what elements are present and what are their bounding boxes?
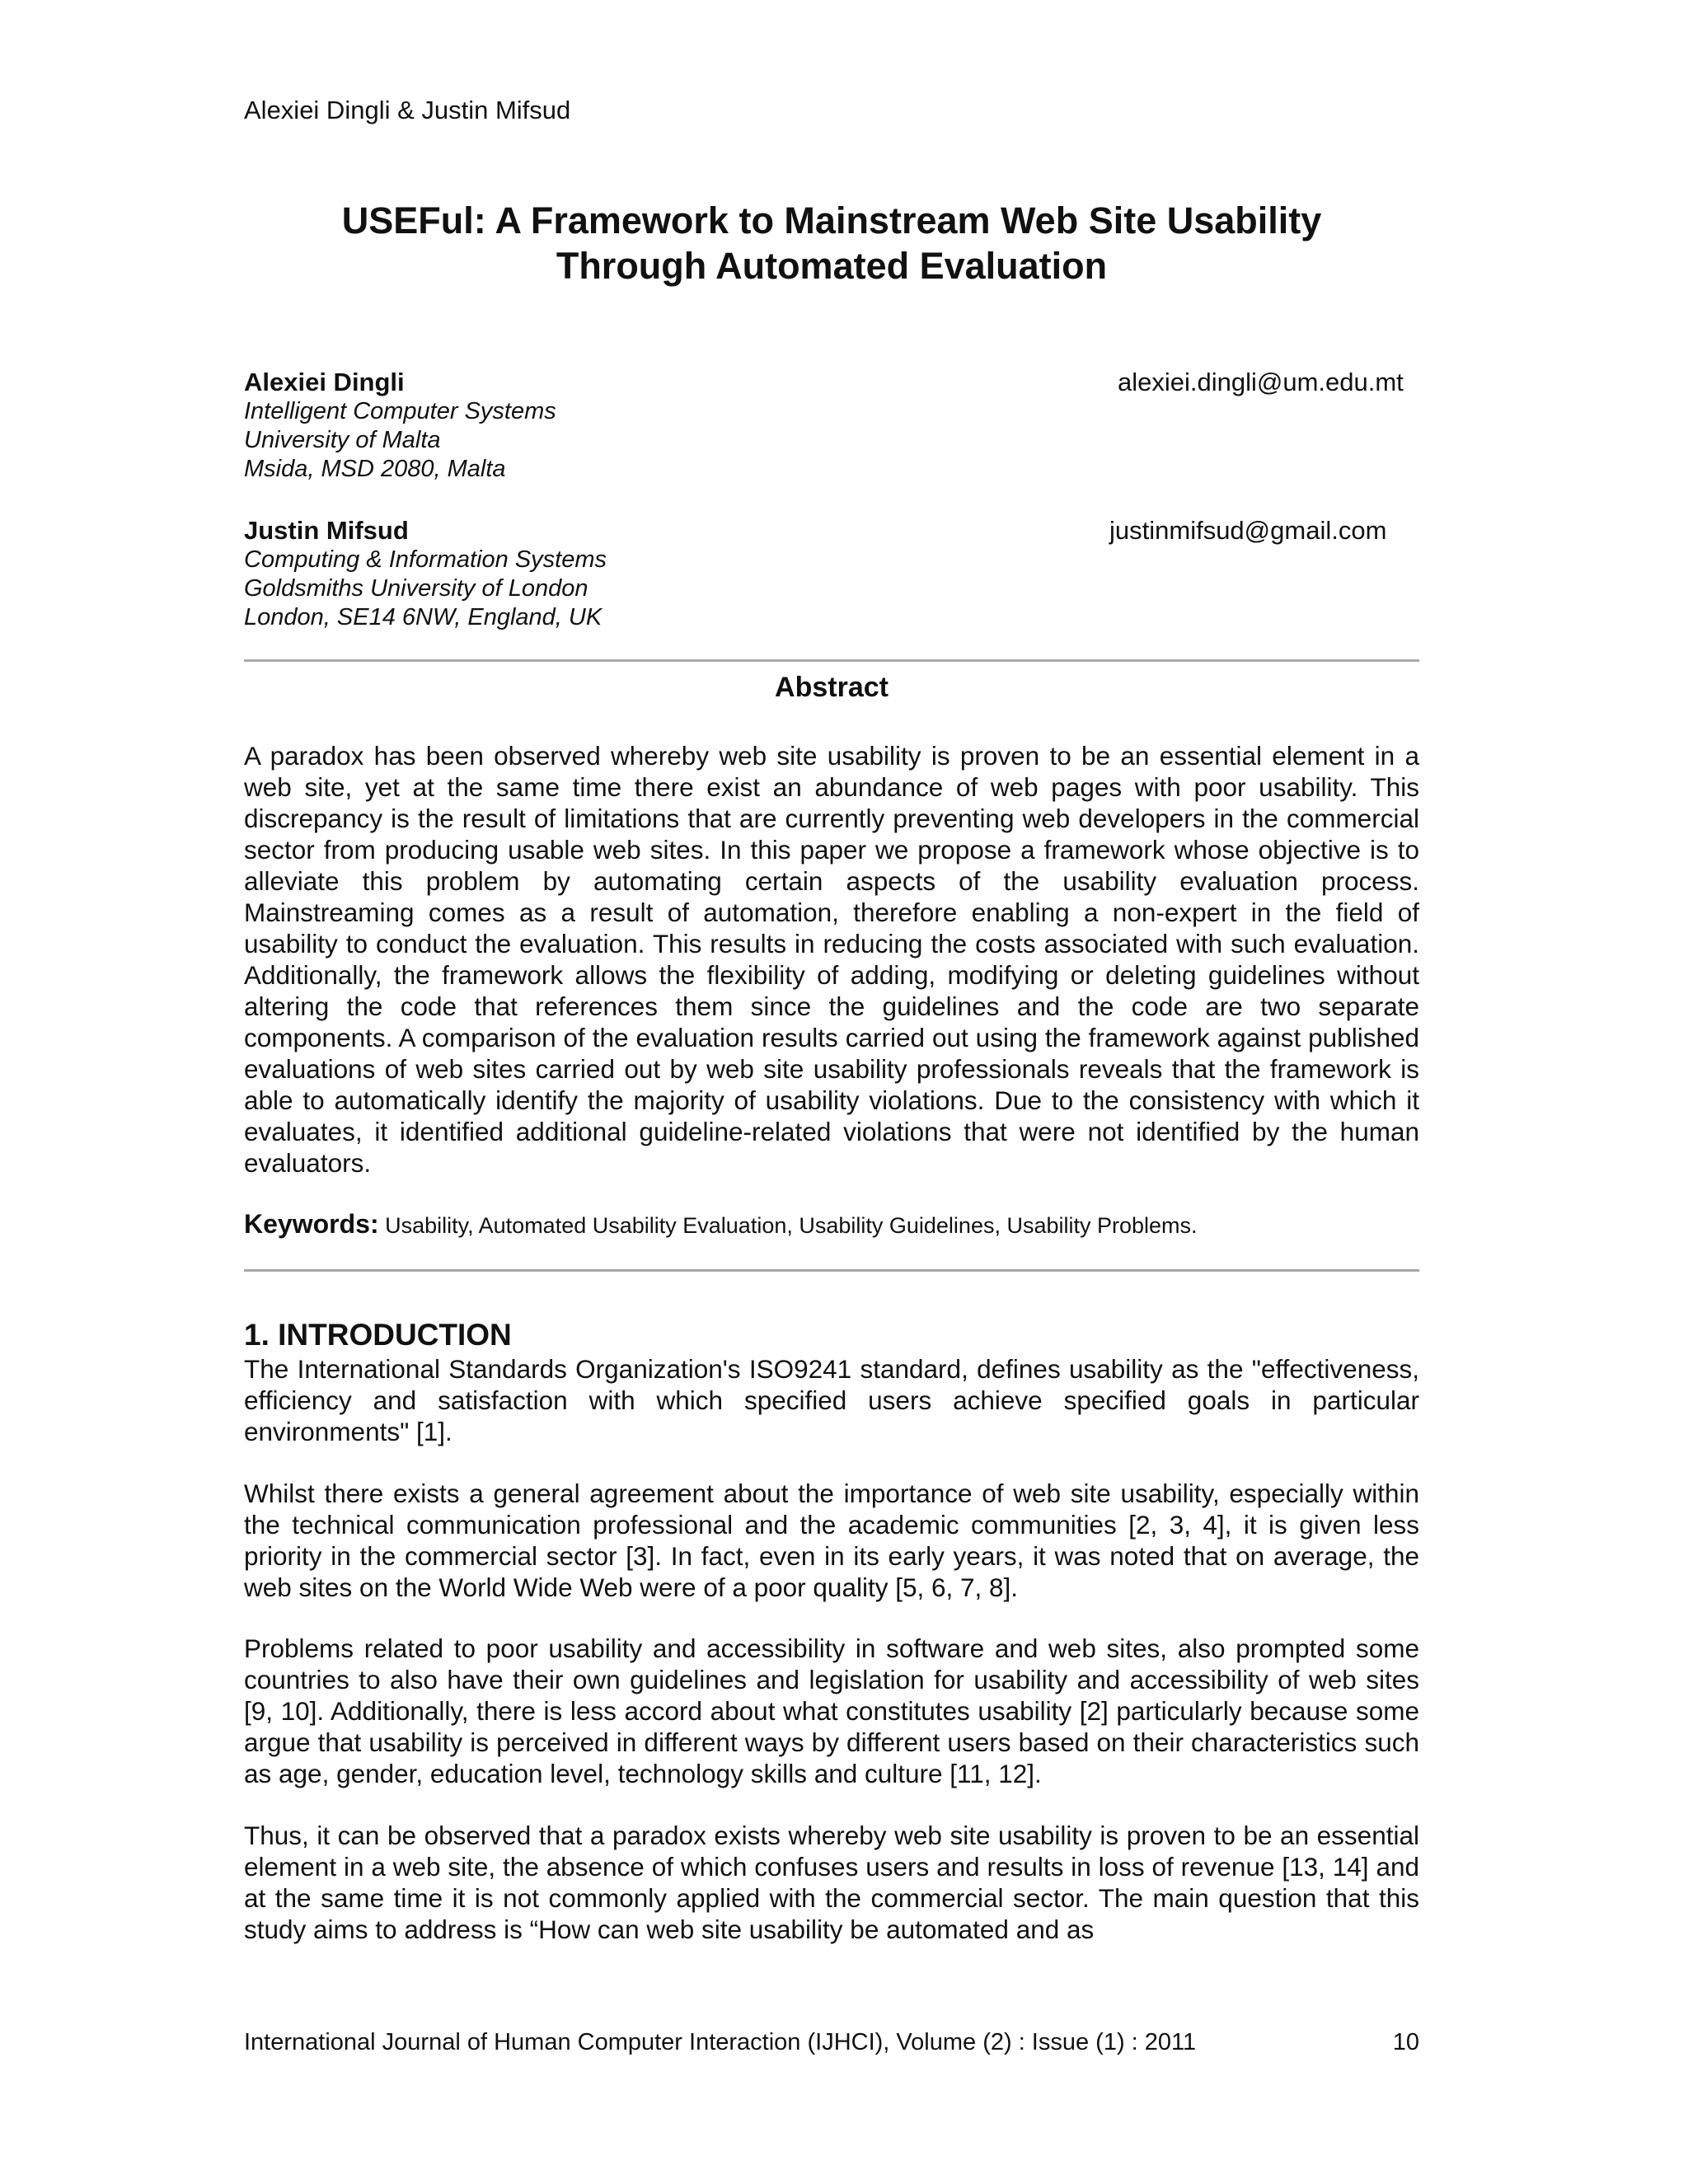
intro-paragraph: Whilst there exists a general agreement about the importance of web site usability, especially within the technical communication professional and the academic communities [2, 3, 4], it is given less priority in the commercial sector [3]. In fact, even in its early years, it was noted that on average, the web sites on the World Wide Web were of a poor quality [5, 6, 7, 8]. xyxy=(244,1479,1419,1602)
intro-paragraph: The International Standards Organization's ISO9241 standard, defines usability as the "effectiveness, efficiency and satisfaction with which specified users achieve specified goals in particular environments" [1]. xyxy=(244,1354,1419,1446)
author-affiliation: Goldsmiths University of London xyxy=(244,575,588,602)
intro-paragraph: Problems related to poor usability and accessibility in software and web sites, also prompted some countries to also have their own guidelines and legislation for usability and accessibility of web sites [9, 10]. Additionally, there is less accord about what constitutes usability [2] particularly because some argue that usability is perceived in different ways by different users based on their characteristics such as age, gender, education level, technology skills and culture [11, 12]. xyxy=(244,1633,1419,1788)
abstract-text: A paradox has been observed whereby web site usability is proven to be an essential element in a web site, yet at the same time there exist an abundance of web pages with poor usability. This discrepancy is the result of limitations that are currently preventing web developers in the commercial sector from producing usable web sites. In this paper we propose a framework whose objective is to alleviate this problem by automating certain aspects of the usability evaluation process. Mainstreaming comes as a result of automation, therefore enabling a non-expert in the field of usability to conduct the evaluation. This results in reducing the costs associated with such evaluation. Additionally, the framework allows the flexibility of adding, modifying or deleting guidelines without altering the code that references them since the guidelines and the code are two separate components. A comparison of the evaluation results carried out using the framework against published evaluations of web sites carried out by web site usability professionals reveals that the framework is able to automatically identify the majority of usability violations. Due to the consistency with which it evaluates, it identified additional guideline-related violations that were not identified by the human evaluators. xyxy=(244,741,1419,1178)
author-affiliation: Msida, MSD 2080, Malta xyxy=(244,456,506,482)
keywords-label: Keywords: xyxy=(244,1209,379,1239)
abstract-heading: Abstract xyxy=(775,672,889,703)
section-heading-introduction: 1. INTRODUCTION xyxy=(244,1318,512,1352)
author-affiliation: London, SE14 6NW, England, UK xyxy=(244,604,603,630)
page-footer xyxy=(244,2027,1419,2057)
author-name: Justin Mifsud xyxy=(244,516,409,545)
author-block-2 xyxy=(244,516,1419,632)
running-head: Alexiei Dingli & Justin Mifsud xyxy=(244,96,571,124)
keywords xyxy=(244,1208,1419,1241)
intro-paragraph: Thus, it can be observed that a paradox exists whereby web site usability is proven to be an essential element in a web site, the absence of which confuses users and results in loss of revenue [13, 14] and at the same time it is not commonly applied with the commercial sector. The main question that this study aims to address is “How can web site usability be automated and as xyxy=(244,1821,1419,1944)
paper-title xyxy=(244,198,1419,288)
author-affiliation: University of Malta xyxy=(244,427,441,453)
author-name: Alexiei Dingli xyxy=(244,368,405,396)
page-number: 10 xyxy=(1392,2029,1419,2055)
author-email[interactable]: alexiei.dingli@um.edu.mt xyxy=(1118,368,1404,396)
paper-title-line-2: Through Automated Evaluation xyxy=(556,245,1108,287)
author-affiliation: Intelligent Computer Systems xyxy=(244,398,556,424)
footer-journal: International Journal of Human Computer Interaction (IJHCI), Volume (2) : Issue (1) : 2011 xyxy=(244,2029,1197,2055)
divider-top xyxy=(244,659,1419,662)
author-email[interactable]: justinmifsud@gmail.com xyxy=(1109,516,1387,545)
author-affiliation: Computing & Information Systems xyxy=(244,546,607,573)
divider-bottom xyxy=(244,1269,1419,1272)
paper-title-line-1: USEFul: A Framework to Mainstream Web Site Usability xyxy=(341,199,1322,241)
keywords-text: Usability, Automated Usability Evaluation, Usability Guidelines, Usability Problems. xyxy=(385,1213,1198,1238)
author-block-1 xyxy=(244,368,1419,484)
